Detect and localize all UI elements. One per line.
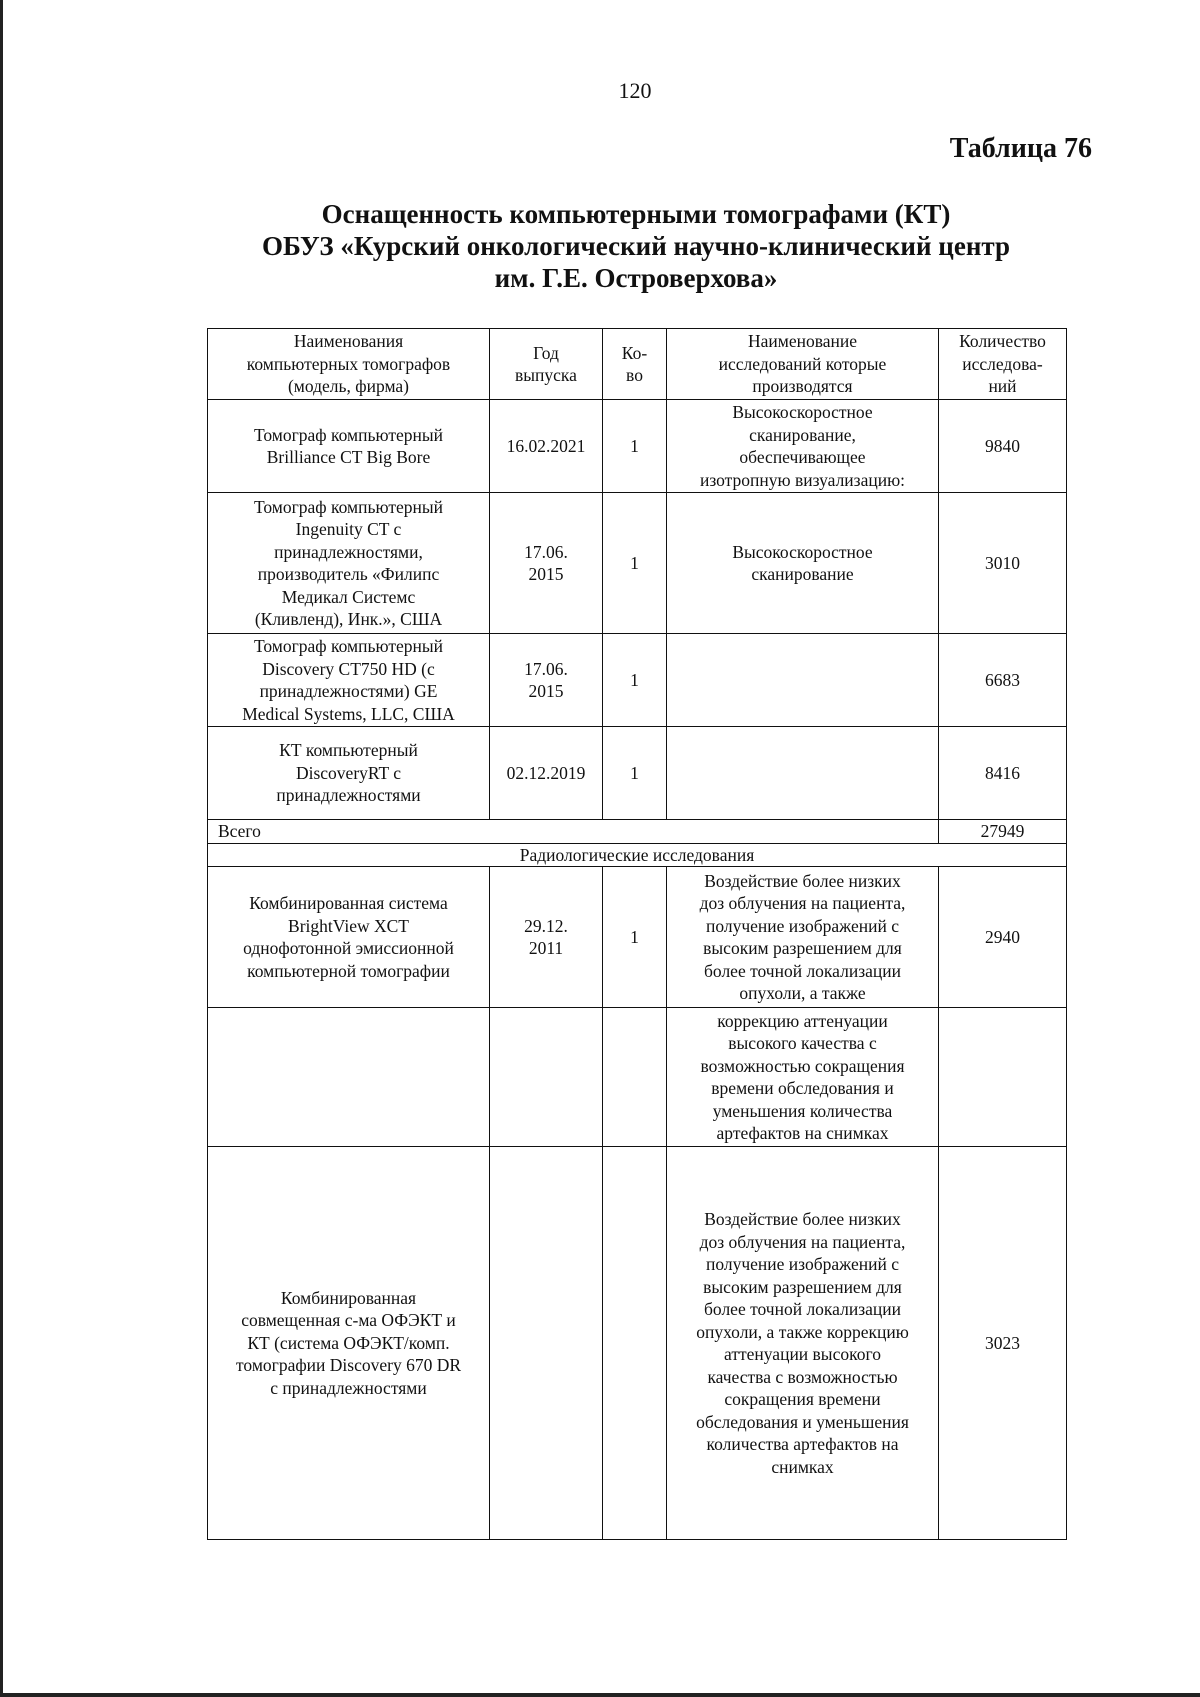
- scan-edge: [0, 0, 3, 1697]
- cell-year: 17.06. 2015: [490, 493, 603, 634]
- cell-year: [490, 1147, 603, 1540]
- cell-name: Комбинированная система BrightView XCT однофотонной эмиссионной компьютерной томографии: [208, 867, 490, 1008]
- document-title: [180, 198, 1092, 294]
- cell-qty: [603, 1008, 667, 1147]
- cell-count: 9840: [939, 400, 1067, 493]
- cell-year: [490, 1008, 603, 1147]
- total-label: Всего: [208, 820, 939, 844]
- table-row: [208, 727, 1067, 820]
- cell-qty: 1: [603, 867, 667, 1008]
- cell-name: Томограф компьютерный Ingenuity CT с принадлежностями, производитель «Филипс Медикал Системс (Кливленд), Инк.», США: [208, 493, 490, 634]
- cell-studies: Высокоскоростное сканирование: [667, 493, 939, 634]
- cell-qty: 1: [603, 493, 667, 634]
- cell-count: 6683: [939, 634, 1067, 727]
- cell-year: 29.12. 2011: [490, 867, 603, 1008]
- cell-studies: Воздействие более низких доз облучения на пациента, получение изображений с высоким разрешением для более точной локализации опухоли, а также коррекцию аттенуации высокого качества с возможностью сокращения времени обследования и уменьшения количества артефактов на снимках: [667, 1147, 939, 1540]
- scan-edge: [0, 1693, 1200, 1697]
- cell-studies: коррекцию аттенуации высокого качества с возможностью сокращения времени обследования и уменьшения количества артефактов на снимках: [667, 1008, 939, 1147]
- cell-name: Томограф компьютерный Brilliance CT Big Bore: [208, 400, 490, 493]
- table-row: [208, 634, 1067, 727]
- title-line: им. Г.Е. Островерхова»: [494, 263, 778, 293]
- header-studies: Наименование исследований которые производятся: [667, 329, 939, 400]
- cell-qty: [603, 1147, 667, 1540]
- cell-name: [208, 1008, 490, 1147]
- cell-count: 2940: [939, 867, 1067, 1008]
- total-row: [208, 820, 1067, 844]
- cell-studies: Высокоскоростное сканирование, обеспечивающее изотропную визуализацию:: [667, 400, 939, 493]
- cell-year: 02.12.2019: [490, 727, 603, 820]
- cell-name: Томограф компьютерный Discovery CT750 HD (с принадлежностями) GE Medical Systems, LLC, США: [208, 634, 490, 727]
- title-line: Оснащенность компьютерными томографами (КТ): [321, 199, 951, 229]
- header-name: Наименования компьютерных томографов (модель, фирма): [208, 329, 490, 400]
- cell-studies: Воздействие более низких доз облучения на пациента, получение изображений с высоким разрешением для более точной локализации опухоли, а также: [667, 867, 939, 1008]
- cell-year: 17.06. 2015: [490, 634, 603, 727]
- header-qty: Ко- во: [603, 329, 667, 400]
- table-row: [208, 1147, 1067, 1540]
- cell-studies: [667, 634, 939, 727]
- table-header-row: [208, 329, 1067, 400]
- cell-count: 3010: [939, 493, 1067, 634]
- header-count: Количество исследова- ний: [939, 329, 1067, 400]
- total-count: 27949: [939, 820, 1067, 844]
- cell-count: 8416: [939, 727, 1067, 820]
- section-title: Радиологические исследования: [208, 843, 1067, 867]
- section-row: [208, 843, 1067, 867]
- cell-qty: 1: [603, 727, 667, 820]
- cell-year: 16.02.2021: [490, 400, 603, 493]
- cell-name: КТ компьютерный DiscoveryRT с принадлежностями: [208, 727, 490, 820]
- table-row: [208, 1008, 1067, 1147]
- cell-name: Комбинированная совмещенная с-ма ОФЭКТ и КТ (система ОФЭКТ/комп. томографии Discovery 670 DR с принадлежностями: [208, 1147, 490, 1540]
- table-row: [208, 867, 1067, 1008]
- cell-qty: 1: [603, 400, 667, 493]
- header-year: Год выпуска: [490, 329, 603, 400]
- ct-equipment-table: [207, 328, 1067, 1540]
- table-label: Таблица 76: [949, 133, 1092, 164]
- cell-count: 3023: [939, 1147, 1067, 1540]
- cell-qty: 1: [603, 634, 667, 727]
- title-line: ОБУЗ «Курский онкологический научно-клинический центр: [262, 231, 1010, 261]
- table-row: [208, 493, 1067, 634]
- table-row: [208, 400, 1067, 493]
- page-number: 120: [618, 78, 652, 103]
- cell-studies: [667, 727, 939, 820]
- cell-count: [939, 1008, 1067, 1147]
